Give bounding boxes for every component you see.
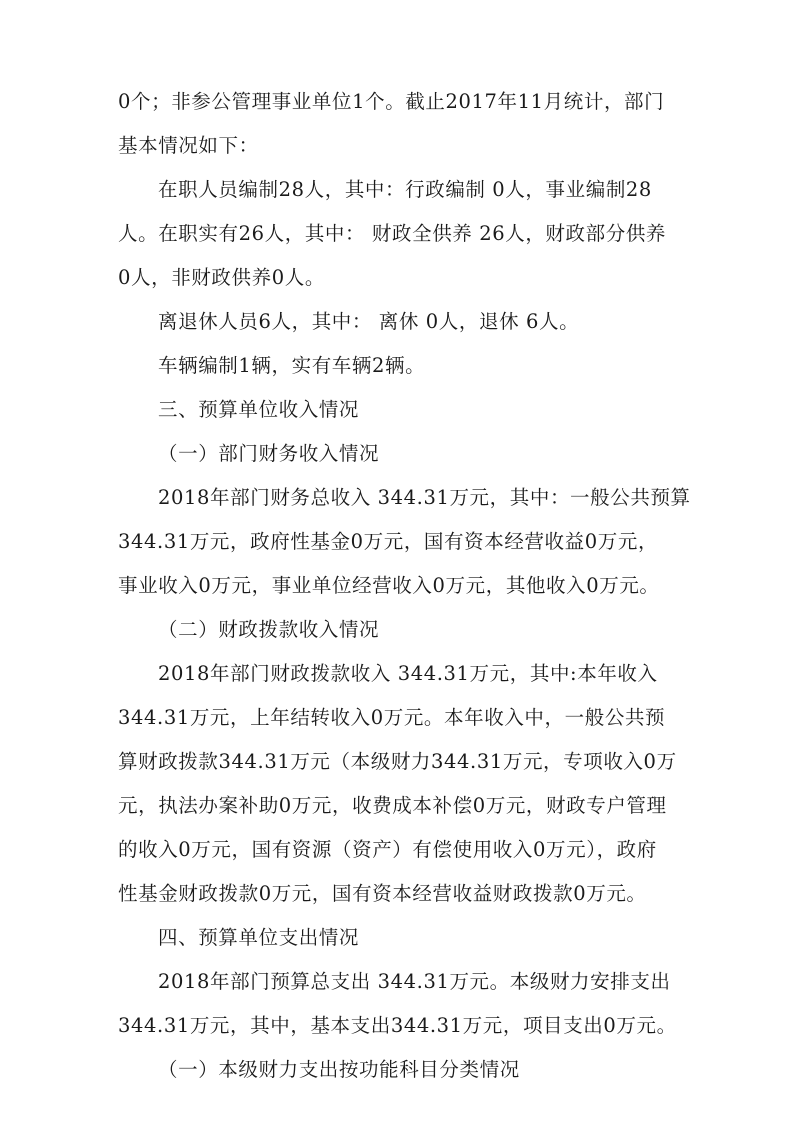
section-heading-income: 三、预算单位收入情况 (158, 398, 360, 421)
financial-income-line-3: 事业收入0万元，事业单位经营收入0万元，其他收入0万元。 (118, 574, 660, 597)
appropriation-line-3: 算财政拨款344.31万元（本级财力344.31万元，专项收入0万 (118, 750, 677, 773)
appropriation-line-1: 2018年部门财政拨款收入 344.31万元，其中:本年收入 (158, 662, 658, 685)
expenditure-line-2: 344.31万元，其中，基本支出344.31万元，项目支出0万元。 (118, 1014, 677, 1037)
expenditure-line-1: 2018年部门预算总支出 344.31万元。本级财力安排支出 (158, 970, 671, 993)
appropriation-line-5: 的收入0万元，国有资源（资产）有偿使用收入0万元），政府 (118, 838, 657, 861)
appropriation-line-4: 元，执法办案补助0万元，收费成本补偿0万元，财政专户管理 (118, 794, 667, 817)
appropriation-line-2: 344.31万元，上年结转收入0万元。本年收入中，一般公共预 (118, 706, 666, 729)
subheading-functional-classification: （一）本级财力支出按功能科目分类情况 (158, 1058, 520, 1081)
staffing-line-2: 人。在职实有26人，其中： 财政全供养 26人，财政部分供养 (118, 222, 667, 245)
paragraph-line-1: 0个；非参公管理事业单位1个。截止2017年11月统计，部门 (118, 90, 665, 113)
paragraph-line-2: 基本情况如下： (118, 134, 259, 157)
appropriation-line-6: 性基金财政拨款0万元，国有资本经营收益财政拨款0万元。 (118, 882, 647, 905)
staffing-line-3: 0人，非财政供养0人。 (118, 266, 325, 289)
financial-income-line-1: 2018年部门财务总收入 344.31万元，其中：一般公共预算 (158, 486, 691, 509)
staffing-line-1: 在职人员编制28人，其中：行政编制 0人，事业编制28 (158, 178, 652, 201)
section-heading-expenditure: 四、预算单位支出情况 (158, 926, 360, 949)
vehicles-line: 车辆编制1辆，实有车辆2辆。 (158, 354, 426, 377)
subheading-financial-income: （一）部门财务收入情况 (158, 442, 380, 465)
subheading-appropriation-income: （二）财政拨款收入情况 (158, 618, 380, 641)
retirees-line: 离退休人员6人，其中： 离休 0人，退休 6人。 (158, 310, 580, 333)
financial-income-line-2: 344.31万元，政府性基金0万元，国有资本经营收益0万元， (118, 530, 659, 553)
